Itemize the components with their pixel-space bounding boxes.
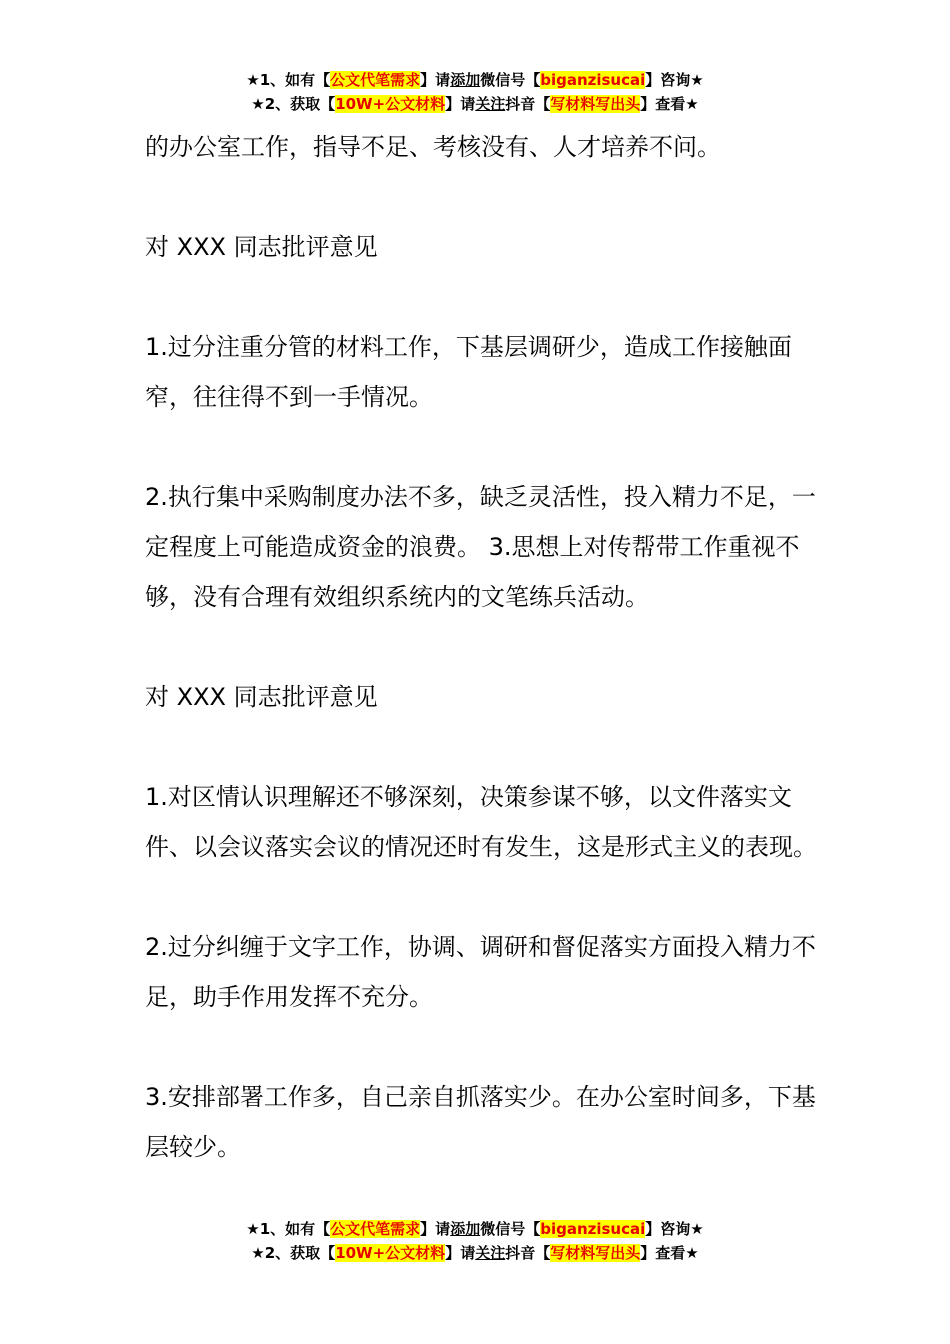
banner-text: 】查看★: [640, 1244, 699, 1262]
banner-text: 抖音【: [505, 95, 551, 113]
banner-highlight: 公文代笔需求: [330, 71, 421, 89]
banner-text: 】请: [445, 1244, 476, 1262]
banner-text: ★2、获取【: [251, 1244, 336, 1262]
banner-text: 】咨询★: [645, 1220, 704, 1238]
banner-text: 】咨询★: [645, 71, 704, 89]
paragraph: 2.过分纠缠于文字工作，协调、调研和督促落实方面投入精力不足，助手作用发挥不充分。: [145, 933, 816, 1011]
banner-text: ★2、获取【: [251, 95, 336, 113]
banner-highlight: 10W+公文材料: [335, 95, 446, 113]
banner-text: ★1、如有【: [246, 1220, 331, 1238]
banner-text: 抖音【: [505, 1244, 551, 1262]
banner-highlight: 写材料写出头: [550, 1244, 641, 1262]
banner-highlight: 公文代笔需求: [330, 1220, 421, 1238]
banner-text: 微信号【: [480, 1220, 541, 1238]
banner-underlined: 关注: [475, 95, 506, 113]
banner-highlight: 写材料写出头: [550, 95, 641, 113]
banner-text: 微信号【: [480, 71, 541, 89]
banner-highlight: 10W+公文材料: [335, 1244, 446, 1262]
paragraph: 3.安排部署工作多，自己亲自抓落实少。在办公室时间多，下基层较少。: [145, 1083, 816, 1161]
banner-text: 】请: [420, 71, 451, 89]
banner-text: 】请: [420, 1220, 451, 1238]
banner-text: ★1、如有【: [246, 71, 331, 89]
banner-highlight: biganzisucai: [540, 1220, 646, 1238]
banner-text: 】查看★: [640, 95, 699, 113]
section-heading: 对 XXX 同志批评意见: [145, 233, 378, 261]
bottom-banner: [0, 1217, 950, 1265]
banner-line-2: [0, 92, 950, 116]
banner-highlight: biganzisucai: [540, 71, 646, 89]
top-banner: [0, 68, 950, 116]
paragraph: 的办公室工作，指导不足、考核没有、人才培养不问。: [145, 133, 721, 161]
document-body: [145, 122, 835, 1222]
banner-underlined: 添加: [450, 1220, 481, 1238]
banner-underlined: 添加: [450, 71, 481, 89]
paragraph: 1.过分注重分管的材料工作，下基层调研少，造成工作接触面窄，往往得不到一手情况。: [145, 333, 792, 411]
paragraph: 1.对区情认识理解还不够深刻，决策参谋不够，以文件落实文件、以会议落实会议的情况还时有发生，这是形式主义的表现。: [145, 783, 817, 861]
banner-text: 】请: [445, 95, 476, 113]
banner-underlined: 关注: [475, 1244, 506, 1262]
banner-line-1: [0, 68, 950, 92]
paragraph: 2.执行集中采购制度办法不多，缺乏灵活性，投入精力不足，一定程度上可能造成资金的浪费。 3.思想上对传帮带工作重视不够，没有合理有效组织系统内的文笔练兵活动。: [145, 483, 816, 611]
section-heading: 对 XXX 同志批评意见: [145, 683, 378, 711]
banner-line-1: [0, 1217, 950, 1241]
banner-line-2: [0, 1241, 950, 1265]
